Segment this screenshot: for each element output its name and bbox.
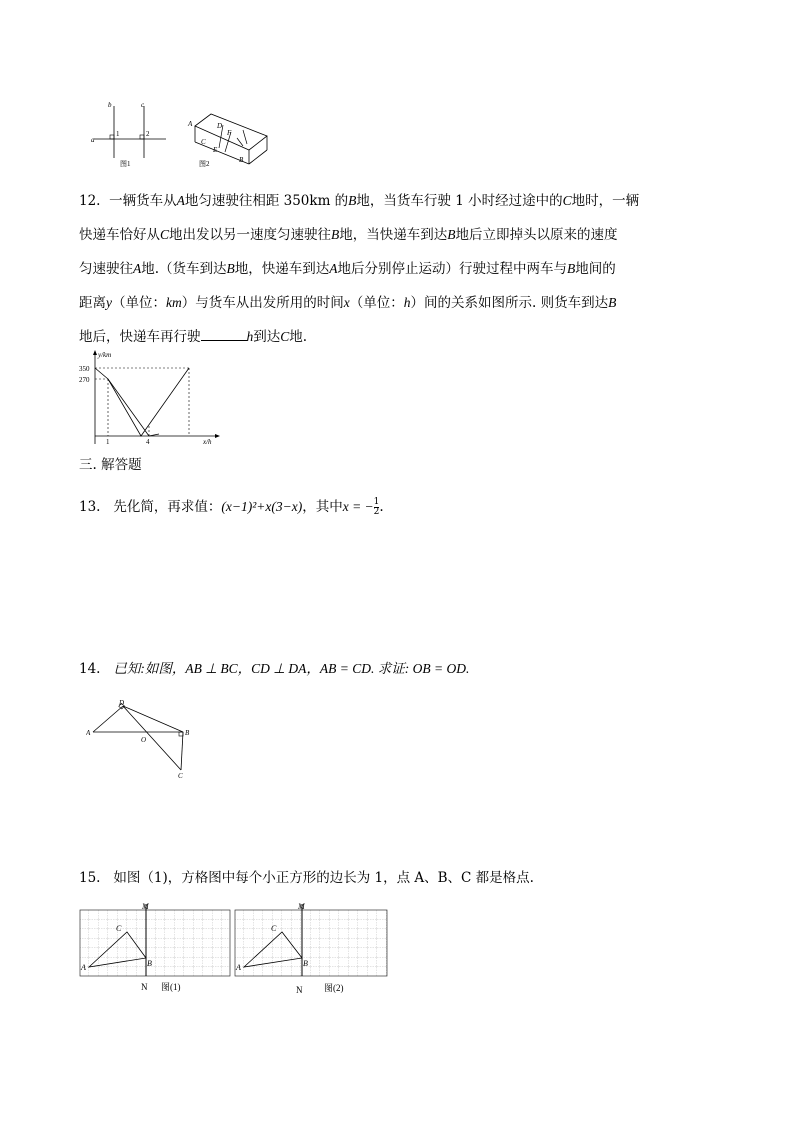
q12-line-4: 距离y（单位：km）与货车从出发所用的时间x（单位：h）间的关系如图所示. 则货车到达B bbox=[79, 295, 617, 311]
label-N: N bbox=[296, 985, 303, 995]
figure-2-box bbox=[185, 108, 271, 170]
point-B: B bbox=[185, 729, 190, 737]
label-M: M bbox=[298, 902, 305, 911]
fig2-caption: 图2 bbox=[199, 160, 210, 168]
label-N: N bbox=[141, 982, 148, 992]
label-A: A bbox=[188, 120, 193, 128]
q12-line-5: 地后，快递车再行驶 h到达C地. bbox=[79, 320, 739, 354]
question-15 bbox=[79, 862, 534, 895]
answer-blank[interactable] bbox=[201, 326, 247, 341]
q13-expression: (x−1)²+x(3−x) bbox=[221, 499, 303, 514]
y-tick-350: 350 bbox=[79, 365, 90, 373]
label-A: A bbox=[236, 963, 241, 972]
q12-number: 12. bbox=[79, 193, 101, 209]
segment-DC bbox=[123, 706, 181, 770]
truck-line bbox=[95, 368, 149, 436]
question-14 bbox=[79, 652, 469, 686]
point-C: C bbox=[178, 772, 183, 780]
label-b: b bbox=[108, 101, 112, 109]
q13-fraction: $\frac{1}{2}$ bbox=[373, 497, 380, 517]
q14-number: 14. bbox=[79, 661, 101, 677]
label-C: C bbox=[271, 924, 277, 933]
label-M: M bbox=[142, 902, 149, 911]
q13-number: 13. bbox=[79, 499, 101, 515]
label-B: B bbox=[147, 959, 152, 968]
segment-BC bbox=[181, 732, 183, 770]
q14-geometry-figure bbox=[86, 697, 196, 782]
label-2: 2 bbox=[146, 130, 150, 138]
fig1-caption: 图1 bbox=[120, 160, 131, 168]
label-F: F bbox=[227, 129, 232, 137]
y-tick-270: 270 bbox=[79, 376, 90, 384]
x-tick-4: 4 bbox=[146, 438, 150, 446]
label-c: c bbox=[141, 101, 145, 109]
label-D: D bbox=[217, 122, 223, 130]
point-A: A bbox=[86, 729, 91, 737]
q12-line-2: 快递车恰好从C地出发以另一速度匀速驶往B地，当快递车到达B地后立即掉头以原来的速度 bbox=[79, 227, 618, 243]
question-13: 13. 先化简，再求值：(x−1)²+x(3−x)，其中x = − $\frac{1}{2}$ . bbox=[79, 497, 384, 517]
q15-number: 15. bbox=[79, 870, 101, 886]
label-B: B bbox=[239, 156, 244, 164]
y-axis-label: y/km bbox=[98, 351, 112, 359]
point-D: D bbox=[119, 699, 125, 707]
q12-line-3: 匀速驶往A地.（货车到达B地，快递车到达A地后分别停止运动）行驶过程中两车与B地间的 bbox=[79, 261, 616, 277]
courier-line bbox=[108, 368, 189, 436]
label-A: A bbox=[81, 963, 86, 972]
label-C: C bbox=[201, 138, 206, 146]
q15-grid-figure-1 bbox=[79, 900, 231, 996]
x-tick-1: 1 bbox=[106, 438, 110, 446]
grid1-caption: 图(1) bbox=[161, 982, 181, 992]
segment-DB bbox=[123, 706, 183, 732]
point-O: O bbox=[141, 736, 147, 744]
figure-1-parallel-lines bbox=[88, 98, 168, 170]
question-12 bbox=[79, 184, 739, 354]
label-C: C bbox=[116, 924, 122, 933]
grid2-caption: 图(2) bbox=[324, 983, 344, 993]
q14-text: 已知:如图，AB ⊥ BC，CD ⊥ DA，AB = CD. 求证: OB = OD. bbox=[113, 661, 470, 676]
q15-text: 如图（1)，方格图中每个小正方形的边长为 1，点 A、B、C 都是格点. bbox=[113, 870, 534, 886]
label-1: 1 bbox=[116, 130, 120, 138]
section-3-heading: 三. 解答题 bbox=[79, 457, 142, 473]
label-B: B bbox=[303, 959, 308, 968]
label-E: E bbox=[213, 146, 218, 154]
q12-distance-time-graph bbox=[79, 348, 229, 448]
label-a: a bbox=[91, 136, 95, 144]
q12-line-1: 12. 一辆货车从A地匀速驶往相距 350km 的B地，当货车行驶 1 小时经过途中的C地时，一辆 bbox=[79, 193, 640, 209]
q15-grid-figure-2 bbox=[234, 900, 390, 1000]
x-axis-label: x/h bbox=[203, 438, 212, 446]
segment-AD bbox=[93, 706, 123, 732]
